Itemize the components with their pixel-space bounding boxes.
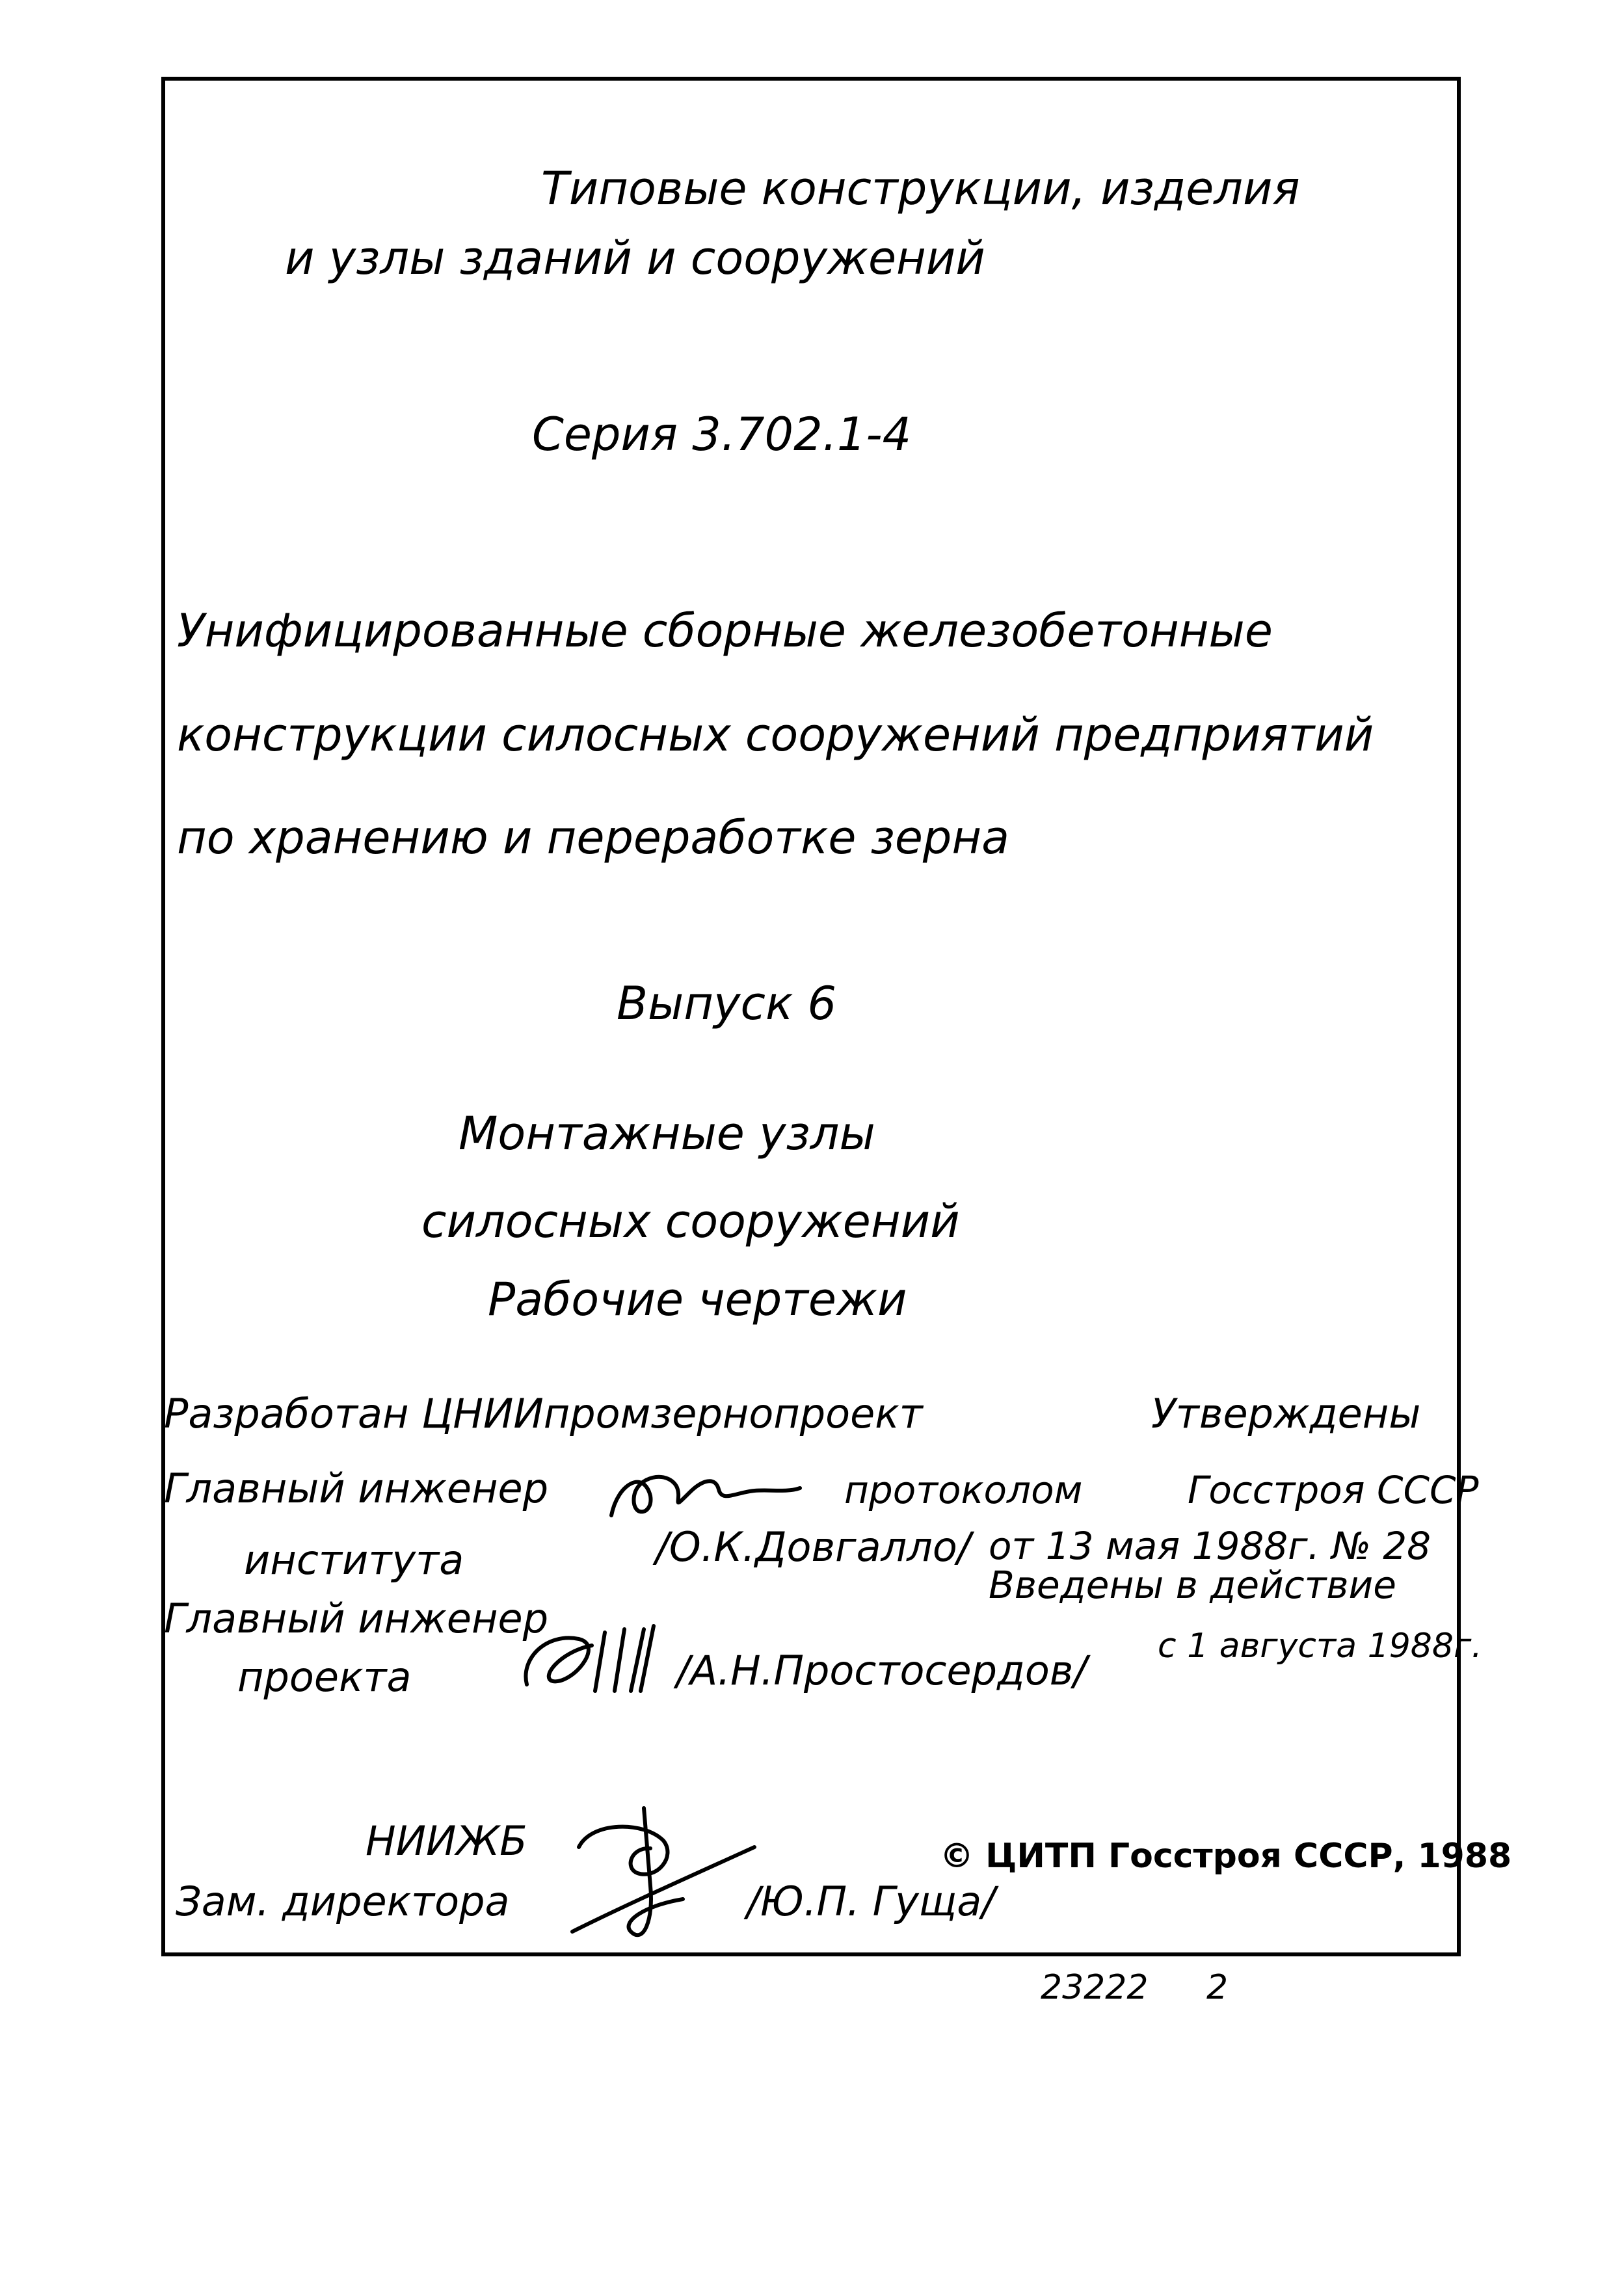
page-number: 2: [1206, 1968, 1229, 2007]
header-line-2: и узлы зданий и сооружений: [285, 232, 985, 285]
title-line-1: Унифицированные сборные железобетонные: [177, 604, 1273, 658]
chief-engineer-signature: [605, 1457, 813, 1528]
effective-label: Введены в действие: [989, 1563, 1396, 1607]
subtitle-line-1: Монтажные узлы: [459, 1107, 875, 1160]
approval-date: от 13 мая 1988г. № 28: [989, 1524, 1431, 1568]
effective-date: с 1 августа 1988г.: [1158, 1627, 1482, 1666]
organization-label: НИИЖБ: [366, 1817, 527, 1865]
developed-by: Разработан ЦНИИпромзернопроект: [164, 1390, 923, 1437]
deputy-director-name: /Ю.П. Гуща/: [747, 1878, 996, 1925]
series-number: Серия 3.702.1-4: [532, 408, 912, 461]
issue-number: Выпуск 6: [617, 977, 837, 1030]
project-engineer-name: /А.Н.Простосердов/: [676, 1647, 1087, 1694]
title-line-3: по хранению и переработке зерна: [177, 811, 1010, 864]
project-engineer-signature: [514, 1619, 683, 1698]
approved-label: Утверждены: [1151, 1390, 1421, 1437]
chief-engineer-name: /О.К.Довгалло/: [656, 1523, 971, 1571]
deputy-director-signature: [553, 1808, 767, 1958]
project-engineer-label: Главный инженер: [164, 1595, 549, 1642]
subtitle-line-2: силосных сооружений: [421, 1195, 960, 1248]
chief-engineer-label: Главный инженер: [164, 1465, 549, 1512]
header-line-1: Типовые конструкции, изделия: [541, 162, 1300, 215]
deputy-director-label: Зам. директора: [176, 1878, 510, 1925]
title-line-2: конструкции силосных сооружений предприятий: [177, 708, 1374, 762]
protocol-label: протоколом: [844, 1468, 1083, 1512]
subtitle-line-3: Рабочие чертежи: [488, 1273, 907, 1326]
document-number: 23222: [1041, 1968, 1149, 2007]
approval-authority: Госстроя СССР: [1188, 1468, 1479, 1512]
institute-label: института: [244, 1536, 464, 1584]
project-label: проекта: [237, 1653, 412, 1701]
copyright-notice: © ЦИТП Госстроя СССР, 1988: [940, 1837, 1512, 1876]
